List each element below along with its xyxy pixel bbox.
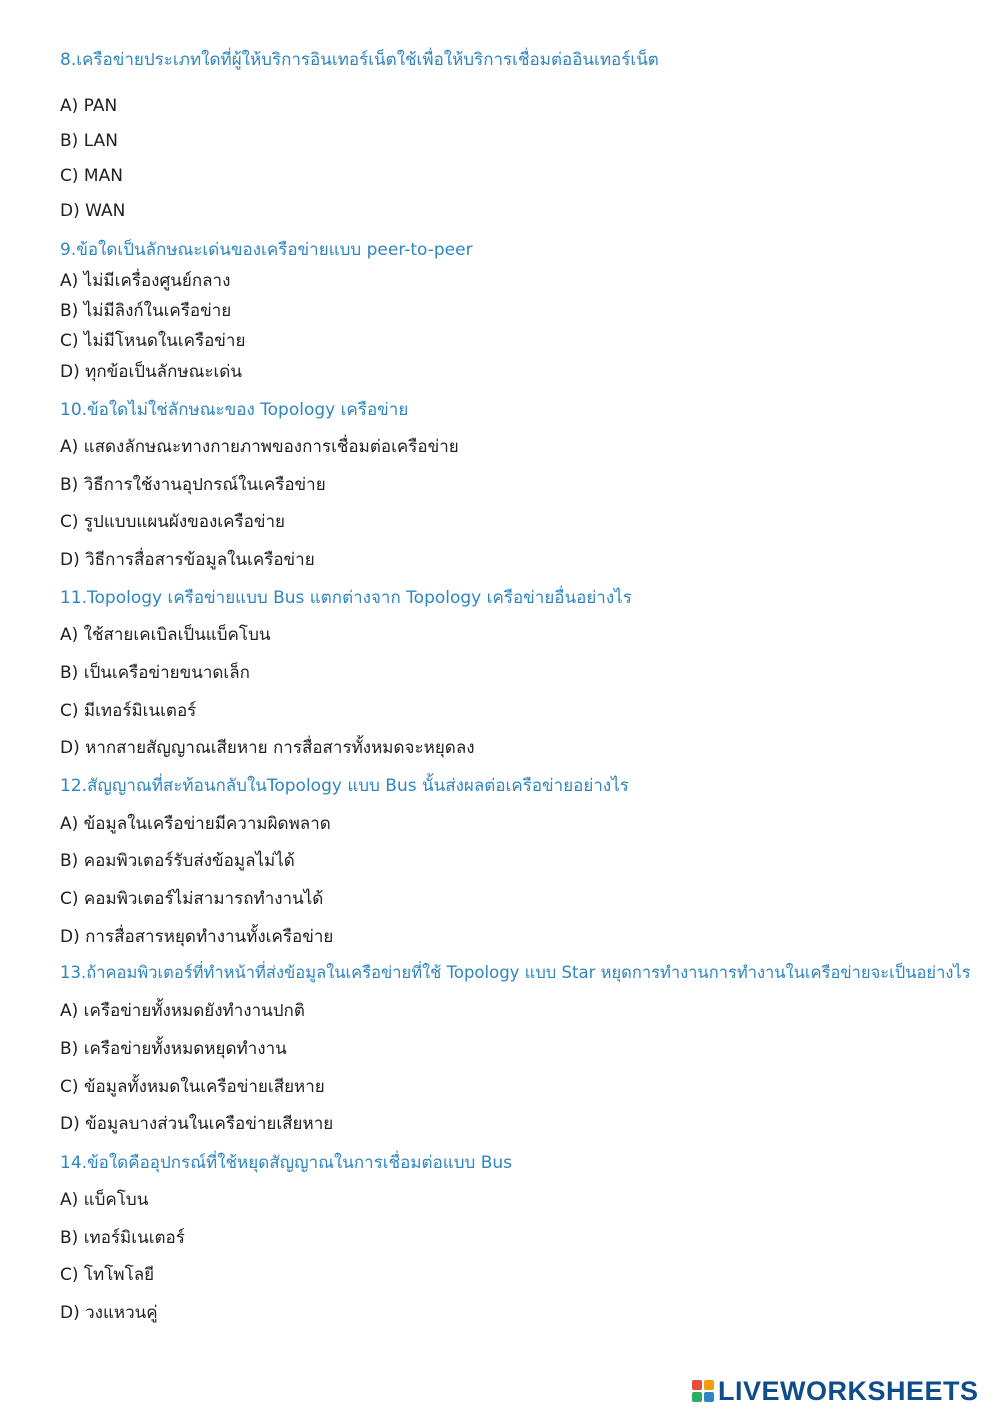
question-10-text: 10.ข้อใดไม่ใช่ลักษณะของ Topology เครือข่าย	[60, 400, 409, 420]
logo-square-icon	[692, 1380, 702, 1390]
logo-square-icon	[704, 1380, 714, 1390]
question-8-text: 8.เครือข่ายประเภทใดที่ผู้ให้บริการอินเทอร์เน็ตใช้เพื่อให้บริการเชื่อมต่ออินเทอร์เน็ต	[60, 50, 659, 70]
question-13-option-d[interactable]: D) ข้อมูลบางส่วนในเครือข่ายเสียหาย	[60, 1114, 334, 1134]
logo-square-icon	[692, 1392, 702, 1402]
question-8-option-b[interactable]: B) LAN	[60, 131, 118, 151]
question-14-option-b[interactable]: B) เทอร์มิเนเตอร์	[60, 1228, 185, 1248]
question-8-option-c[interactable]: C) MAN	[60, 166, 123, 186]
question-13-text: 13.ถ้าคอมพิวเตอร์ที่ทำหน้าที่ส่งข้อมูลในเครือข่ายที่ใช้ Topology แบบ Star หยุดการทำงานการทำงานในเครือข่ายจะเป็นอย่างไร	[60, 963, 971, 982]
question-13-option-b[interactable]: B) เครือข่ายทั้งหมดหยุดทำงาน	[60, 1039, 287, 1059]
question-12-text: 12.สัญญาณที่สะท้อนกลับในTopology แบบ Bus นั้นส่งผลต่อเครือข่ายอย่างไร	[60, 776, 629, 796]
question-10-option-b[interactable]: B) วิธีการใช้งานอุปกรณ์ในเครือข่าย	[60, 475, 326, 495]
question-14-text: 14.ข้อใดคืออุปกรณ์ที่ใช้หยุดสัญญาณในการเชื่อมต่อแบบ Bus	[60, 1153, 513, 1173]
question-11-option-d[interactable]: D) หากสายสัญญาณเสียหาย การสื่อสารทั้งหมดจะหยุดลง	[60, 738, 475, 758]
brand-name: LIVEWORKSHEETS	[718, 1375, 979, 1406]
question-8-option-a[interactable]: A) PAN	[60, 96, 118, 116]
question-13-option-a[interactable]: A) เครือข่ายทั้งหมดยังทำงานปกติ	[60, 1001, 305, 1021]
question-14-option-c[interactable]: C) โทโพโลยี	[60, 1265, 155, 1285]
question-9-option-c[interactable]: C) ไม่มีโหนดในเครือข่าย	[60, 331, 246, 351]
question-8-option-d[interactable]: D) WAN	[60, 201, 126, 221]
question-9-text: 9.ข้อใดเป็นลักษณะเด่นของเครือข่ายแบบ peer-to-peer	[60, 240, 473, 260]
question-11-option-a[interactable]: A) ใช้สายเคเบิลเป็นแบ็คโบน	[60, 625, 271, 645]
question-10-option-c[interactable]: C) รูปแบบแผนผังของเครือข่าย	[60, 512, 285, 532]
liveworksheets-logo	[692, 1374, 992, 1408]
question-9-option-a[interactable]: A) ไม่มีเครื่องศูนย์กลาง	[60, 271, 231, 291]
logo-squares-icon	[692, 1380, 714, 1402]
question-9-option-d[interactable]: D) ทุกข้อเป็นลักษณะเด่น	[60, 362, 242, 382]
question-10-option-a[interactable]: A) แสดงลักษณะทางกายภาพของการเชื่อมต่อเครือข่าย	[60, 437, 459, 457]
question-11-text: 11.Topology เครือข่ายแบบ Bus แตกต่างจาก Topology เครือข่ายอื่นอย่างไร	[60, 588, 632, 608]
question-13-option-c[interactable]: C) ข้อมูลทั้งหมดในเครือข่ายเสียหาย	[60, 1077, 325, 1097]
question-10-option-d[interactable]: D) วิธีการสื่อสารข้อมูลในเครือข่าย	[60, 550, 315, 570]
question-12-option-d[interactable]: D) การสื่อสารหยุดทำงานทั้งเครือข่าย	[60, 927, 334, 947]
question-14-option-d[interactable]: D) วงแหวนคู่	[60, 1303, 158, 1323]
question-11-option-c[interactable]: C) มีเทอร์มิเนเตอร์	[60, 701, 197, 721]
logo-square-icon	[704, 1392, 714, 1402]
question-12-option-c[interactable]: C) คอมพิวเตอร์ไม่สามารถทำงานได้	[60, 889, 324, 909]
question-12-option-b[interactable]: B) คอมพิวเตอร์รับส่งข้อมูลไม่ได้	[60, 851, 295, 871]
question-9-option-b[interactable]: B) ไม่มีลิงก์ในเครือข่าย	[60, 301, 232, 321]
question-12-option-a[interactable]: A) ข้อมูลในเครือข่ายมีความผิดพลาด	[60, 814, 331, 834]
question-11-option-b[interactable]: B) เป็นเครือข่ายขนาดเล็ก	[60, 663, 250, 683]
question-14-option-a[interactable]: A) แบ็คโบน	[60, 1190, 149, 1210]
